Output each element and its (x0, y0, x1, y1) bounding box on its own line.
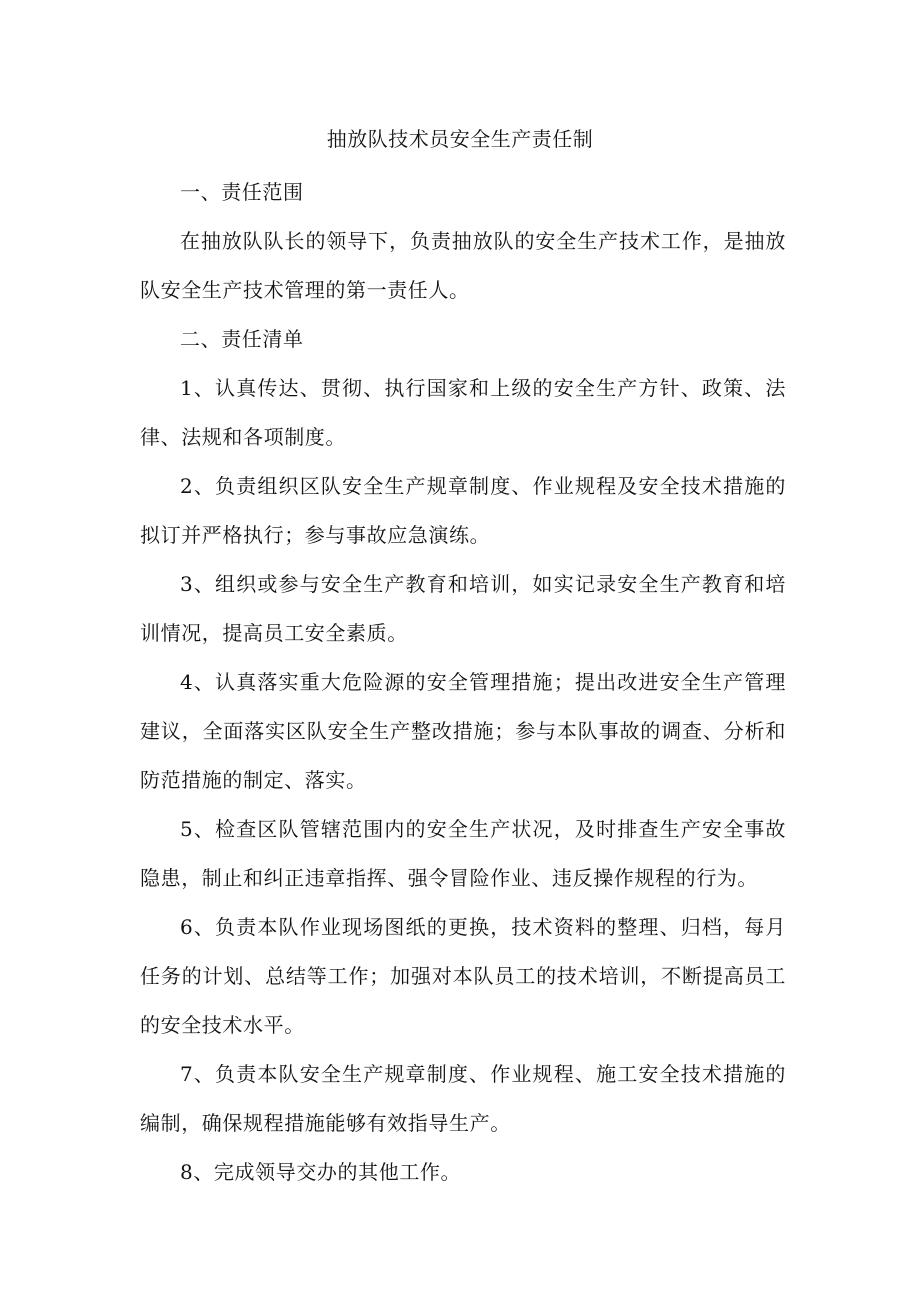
list-item-1: 1、认真传达、贯彻、执行国家和上级的安全生产方针、政策、法律、法规和各项制度。 (140, 376, 786, 449)
list-item-8: 8、完成领导交办的其他工作。 (180, 1160, 462, 1184)
list-item-4: 4、认真落实重大危险源的安全管理措施；提出改进安全生产管理建议，全面落实区队安全生产整改措施；参与本队事故的调查、分析和防范措施的制定、落实。 (140, 670, 786, 792)
paragraph-scope: 在抽放队队长的领导下，负责抽放队的安全生产技术工作，是抽放队安全生产技术管理的第一责任人。 (140, 229, 786, 302)
list-item-5: 5、检查区队管辖范围内的安全生产状况，及时排查生产安全事故隐患，制止和纠正违章指挥、强令冒险作业、违反操作规程的行为。 (140, 817, 786, 890)
list-item-3: 3、组织或参与安全生产教育和培训，如实记录安全生产教育和培训情况，提高员工安全素质。 (140, 572, 786, 645)
section-heading-scope: 一、责任范围 (180, 180, 304, 204)
list-item-6: 6、负责本队作业现场图纸的更换，技术资料的整理、归档，每月任务的计划、总结等工作；加强对本队员工的技术培训，不断提高员工的安全技术水平。 (140, 915, 786, 1037)
document-title: 抽放队技术员安全生产责任制 (326, 127, 594, 151)
list-item-7: 7、负责本队安全生产规章制度、作业规程、施工安全技术措施的编制，确保规程措施能够有效指导生产。 (140, 1062, 786, 1135)
list-item-2: 2、负责组织区队安全生产规章制度、作业规程及安全技术措施的拟订并严格执行；参与事故应急演练。 (140, 474, 786, 547)
section-heading-list: 二、责任清单 (180, 327, 304, 351)
